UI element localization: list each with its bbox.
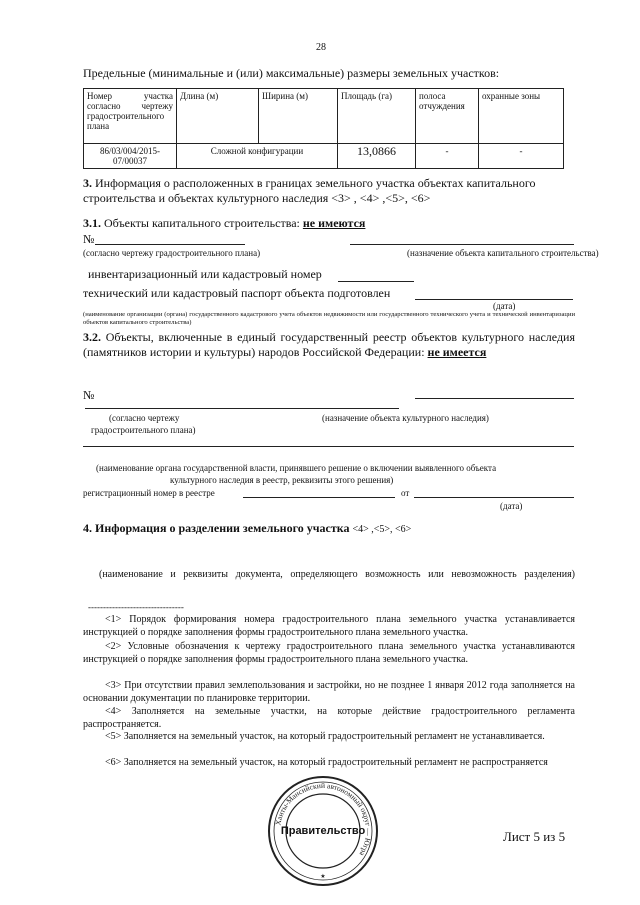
subsection-3-2-value: не имеется (427, 345, 487, 359)
section4-title-row (83, 521, 411, 536)
cell-zones: - (479, 144, 564, 169)
footnote-5: <5> Заполняется на земельный участок, на который градостроительный регламент не устанавливается. (105, 731, 545, 742)
org-note: (наименование организации (органа) государственного кадастрового учета объектов недвижимости или государственного технического учета и технической инвентаризации объектов капитального строительства) (83, 311, 575, 326)
authority-caption-2: культурного наследия в реестр, реквизиты этого решения) (170, 475, 394, 485)
subsection-3-1-number: 3.1. (83, 216, 101, 230)
subsection-3-2 (83, 330, 575, 360)
section3-title-text: Информация о расположенных в границах земельного участка объектах капитального строительства и объектах культурного наследия <3> , <4> ,<5>, <6> (83, 176, 536, 205)
cell-dimensions: Сложной конфигурации (177, 144, 338, 169)
from-line (414, 497, 574, 498)
header-width: Ширина (м) (259, 89, 338, 144)
section3-title (83, 176, 575, 206)
footnote-separator: -------------------------------- (88, 602, 184, 612)
seal-center-text: Правительство (280, 825, 366, 837)
per-drawing-caption-2b: градостроительного плана) (91, 425, 196, 435)
number-line (95, 244, 245, 245)
seal-star-icon: ★ (320, 874, 326, 880)
inventory-line (338, 281, 414, 282)
section4-title: 4. Информация о разделении земельного участка (83, 521, 350, 535)
purpose-line (350, 244, 574, 245)
number-label-2: № (83, 388, 95, 402)
sheet-number: Лист 5 из 5 (503, 829, 566, 844)
cell-area: 13,0866 (338, 144, 416, 169)
authority-line (83, 446, 574, 447)
footnote-6: <6> Заполняется на земельный участок, на который градостроительный регламент не распространяется (105, 757, 548, 768)
government-seal (267, 775, 379, 887)
subsection-3-1 (83, 216, 365, 231)
section4-refs: <4> ,<5>, <6> (352, 524, 412, 535)
date-caption-2: (дата) (500, 501, 523, 511)
reg-number-line (243, 497, 395, 498)
header-zones: охранные зоны (479, 89, 564, 144)
header-strip: полоса отчуждения (416, 89, 479, 144)
date-caption: (дата) (493, 301, 516, 311)
footnote-2: <2> Условные обозначения к чертежу градостроительного плана земельного участка устанавливаются инструкцией о порядке заполнения формы градостроительного плана земельного участка. (83, 641, 575, 665)
purpose-line-2 (415, 398, 574, 399)
subsection-3-2-text: Объекты, включенные в единый государственный реестр объектов культурного наследия (памятников истории и культуры) народов Российской Федерации: (83, 330, 575, 359)
cell-strip: - (416, 144, 479, 169)
footnote-4: <4> Заполняется на земельные участки, на которые действие градостроительного регламента распространяется. (83, 706, 575, 730)
section3-number: 3. (83, 176, 92, 190)
passport-line (415, 299, 573, 300)
subsection-3-1-value: не имеются (302, 216, 366, 230)
from-label: от (401, 488, 410, 498)
header-plot-number: Номер участка согласно чертежу градостроительного плана (84, 89, 177, 144)
table-header-row (84, 89, 564, 144)
doc-note-text: (наименование и реквизиты документа, определяющего возможность или невозможность разделения) (99, 569, 575, 580)
seal-ring-text: Ханты-Мансийский автономный округ — Югра (273, 780, 374, 858)
number-label: № (83, 232, 95, 246)
header-area: Площадь (га) (338, 89, 416, 144)
passport-label: технический или кадастровый паспорт объекта подготовлен (83, 286, 391, 300)
reg-number-label: регистрационный номер в реестре (83, 488, 215, 498)
number-line-2 (85, 408, 399, 409)
authority-caption-1: (наименование органа государственной власти, принявшего решение о включении выявленного объекта (96, 463, 497, 473)
table-row (84, 144, 564, 169)
per-drawing-caption-2: (согласно чертежу (109, 413, 180, 423)
header-length: Длина (м) (177, 89, 259, 144)
cell-plot-number: 86/03/004/2015-07/00037 (84, 144, 177, 169)
purpose-caption: (назначение объекта капитального строительства) (407, 248, 599, 258)
subsection-3-1-text: Объекты капитального строительства: (104, 216, 300, 230)
purpose-caption-2: (назначение объекта культурного наследия) (322, 413, 489, 423)
subsection-3-2-number: 3.2. (83, 330, 101, 344)
page-number: 28 (316, 42, 326, 53)
per-drawing-caption: (согласно чертежу градостроительного плана) (83, 248, 261, 258)
doc-note (97, 568, 575, 581)
footnote-3: <3> При отсутствии правил землепользования и застройки, но не позднее 1 января 2012 года заполняется на основании документации по планировке территории. (83, 680, 575, 704)
limits-title: Предельные (минимальные и (или) максимальные) размеры земельных участков: (83, 66, 500, 80)
inventory-label: инвентаризационный или кадастровый номер (88, 267, 322, 281)
footnote-1: <1> Порядок формирования номера градостроительного плана земельного участка устанавливается инструкцией о порядке заполнения формы градостроительного плана земельного участка. (83, 614, 575, 638)
limits-table (83, 88, 564, 169)
